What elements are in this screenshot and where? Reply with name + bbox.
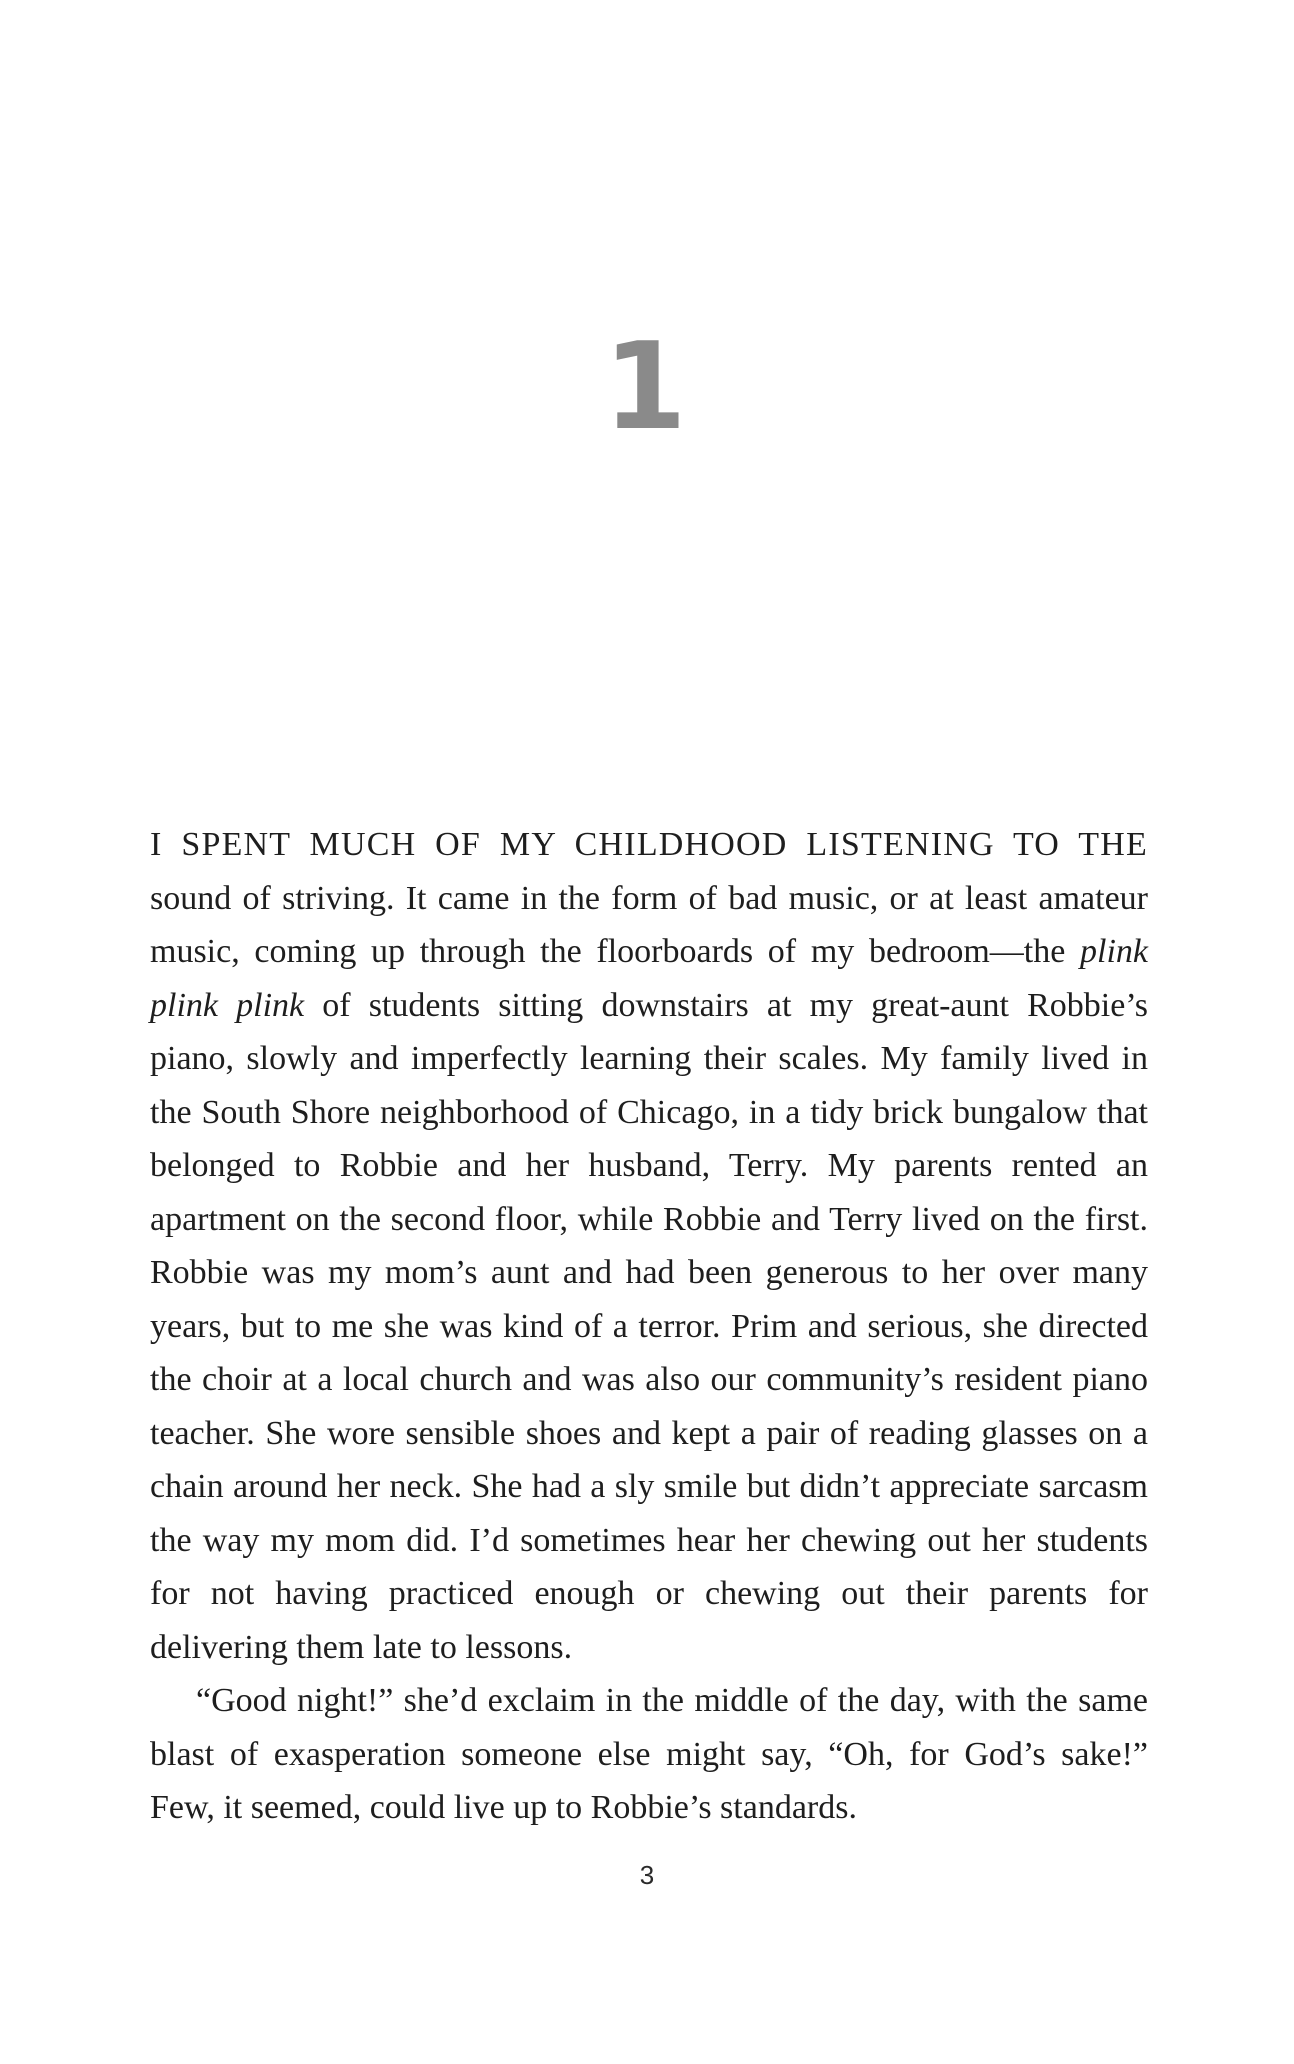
chapter-body — [150, 818, 1148, 1835]
opening-caps: I SPENT MUCH OF MY CHILDHOOD LISTENING TO THE — [150, 826, 1148, 863]
page-number: 3 — [639, 1860, 655, 1890]
paragraph-2: “Good night!” she’d exclaim in the middle of the day, with the same blast of exasperation someone else might say, “Oh, for God’s sake!” Few, it seemed, could live up to Robbie’s standards. — [150, 1682, 1148, 1826]
chapter-number: 1 — [603, 318, 687, 457]
plink-italic: plink plink plink — [150, 933, 1148, 1024]
paragraph-1-part-a: sound of striving. It came in the form of bad music, or at least amateur music, coming up through the floorboards of my bedroom—the — [150, 879, 1148, 970]
paragraph-1-part-b: of students sitting downstairs at my great-aunt Robbie’s piano, slowly and imperfectly learning their scales. My family lived in the South Shore neighborhood of Chicago, in a tidy brick bungalow that belonged to Robbie and her husband, Terry. My parents rented an apartment on the second floor, while Robbie and Terry lived on the first. Robbie was my mom’s aunt and had been generous to her over many years, but to me she was kind of a terror. Prim and serious, she directed the choir at a local church and was also our community’s resident piano teacher. She wore sensible shoes and kept a pair of reading glasses on a chain around her neck. She had a sly smile but didn’t appreciate sarcasm the way my mom did. I’d sometimes hear her chewing out her students for not having practiced enough or chewing out their parents for delivering them late to lessons. — [150, 986, 1148, 1666]
paragraph-1 — [150, 818, 1148, 1674]
